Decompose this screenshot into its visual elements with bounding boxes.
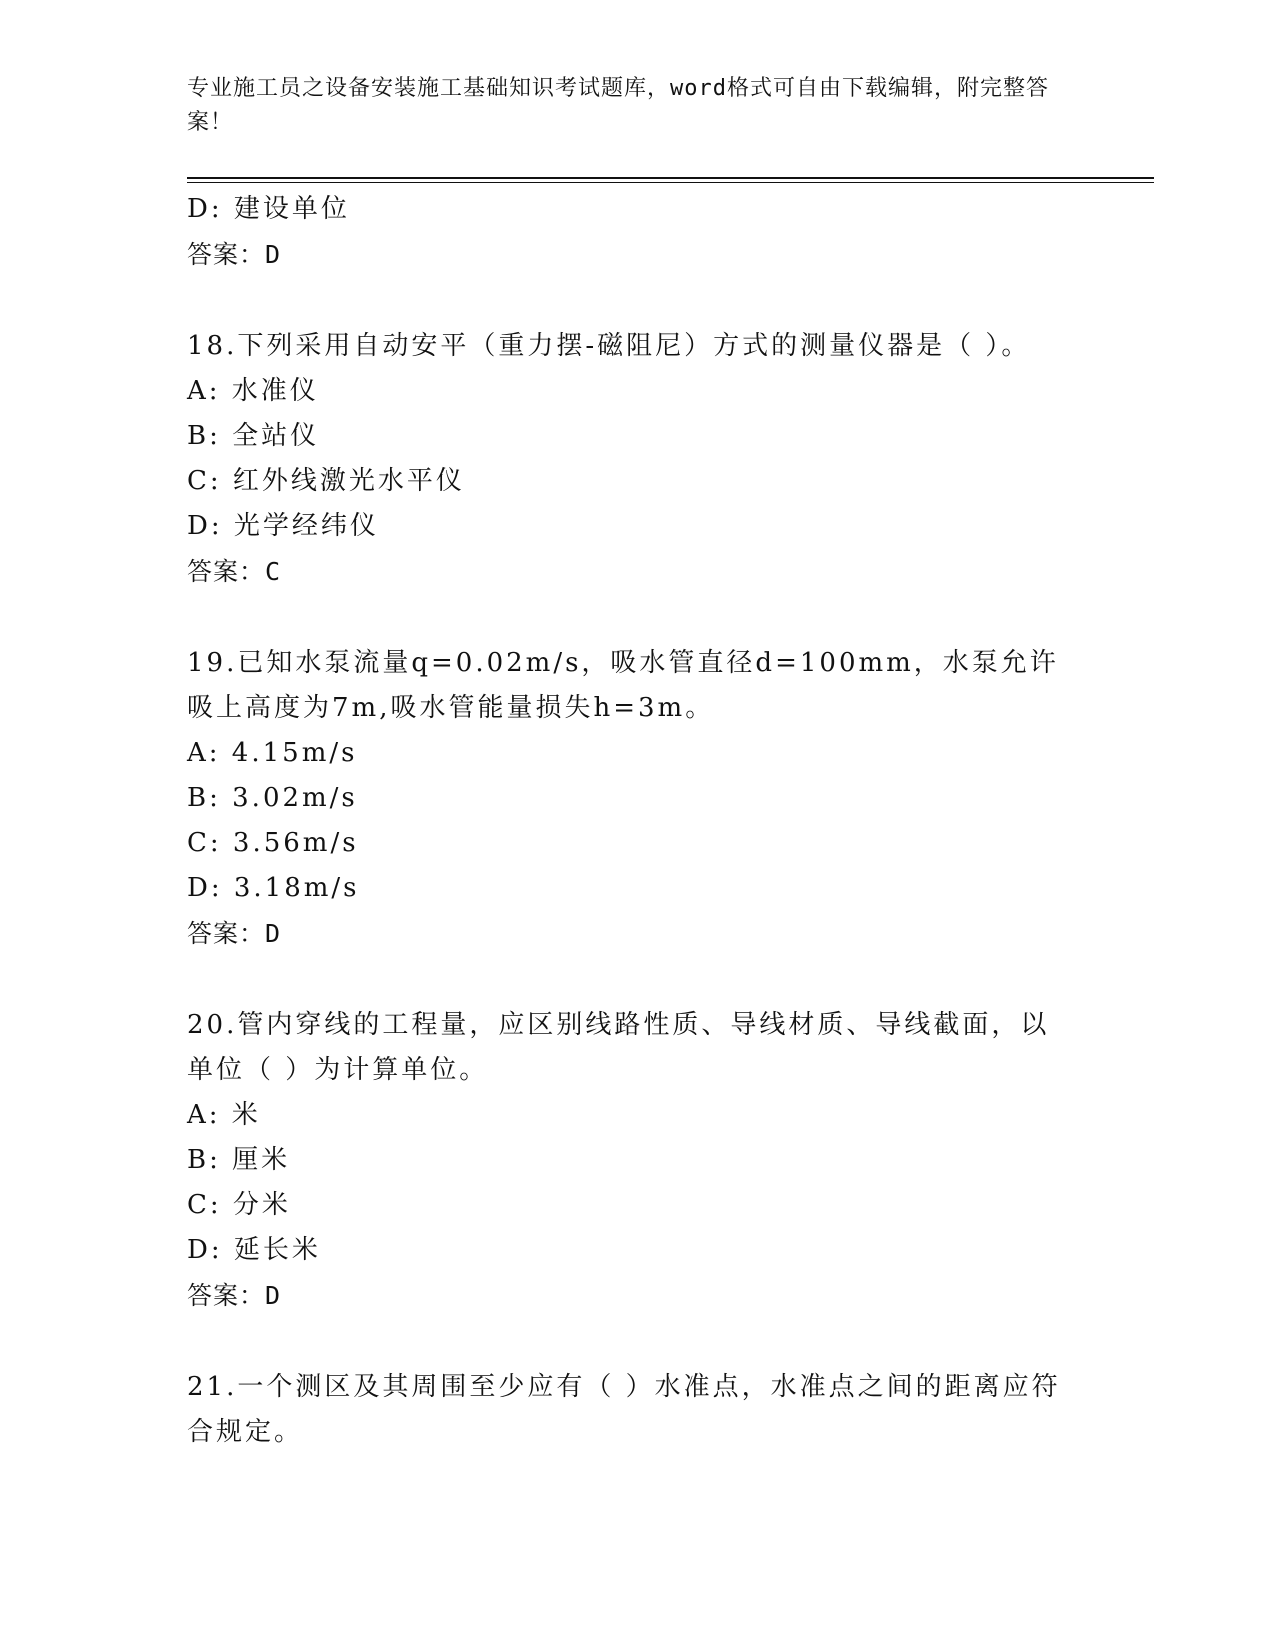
option-d: D: 延长米 <box>187 1235 321 1265</box>
answer: 答案：D <box>187 1281 282 1310</box>
question-stem: 21.一个测区及其周围至少应有（ ）水准点，水准点之间的距离应符合规定。 <box>187 1372 1061 1447</box>
question-content <box>187 187 1087 1455</box>
option-a: A: 4.15m/s <box>187 738 358 768</box>
answer: 答案：C <box>187 557 282 586</box>
option-d: D: 光学经纬仪 <box>187 511 379 541</box>
option-d: D: 3.18m/s <box>187 873 360 903</box>
option-c: C: 3.56m/s <box>187 828 359 858</box>
prev-option-d: D: 建设单位 <box>187 194 350 224</box>
question-21 <box>187 1365 1087 1455</box>
option-b: B: 3.02m/s <box>187 783 358 813</box>
header-rule-thin <box>187 182 1154 183</box>
page-header: 专业施工员之设备安装施工基础知识考试题库，word格式可自由下载编辑，附完整答案！ <box>187 76 1049 135</box>
header-rule-thick <box>187 177 1154 179</box>
question-stem: 19.已知水泵流量q=0.02m/s，吸水管直径d=100mm，水泵允许吸上高度为7m,吸水管能量损失h=3m。 <box>187 648 1059 723</box>
option-b: B: 全站仪 <box>187 421 320 451</box>
question-20 <box>187 1003 1087 1318</box>
prev-answer: 答案：D <box>187 240 282 269</box>
option-a: A: 水准仪 <box>187 376 319 406</box>
option-c: C: 分米 <box>187 1190 291 1220</box>
question-stem: 18.下列采用自动安平（重力摆-磁阻尼）方式的测量仪器是（ ）。 <box>187 331 1031 361</box>
question-19 <box>187 641 1087 956</box>
option-b: B: 厘米 <box>187 1145 291 1175</box>
option-a: A: 米 <box>187 1100 261 1130</box>
question-18 <box>187 324 1087 594</box>
option-c: C: 红外线激光水平仪 <box>187 466 465 496</box>
question-stem: 20.管内穿线的工程量，应区别线路性质、导线材质、导线截面，以单位（ ）为计算单位。 <box>187 1010 1050 1085</box>
answer: 答案：D <box>187 919 282 948</box>
